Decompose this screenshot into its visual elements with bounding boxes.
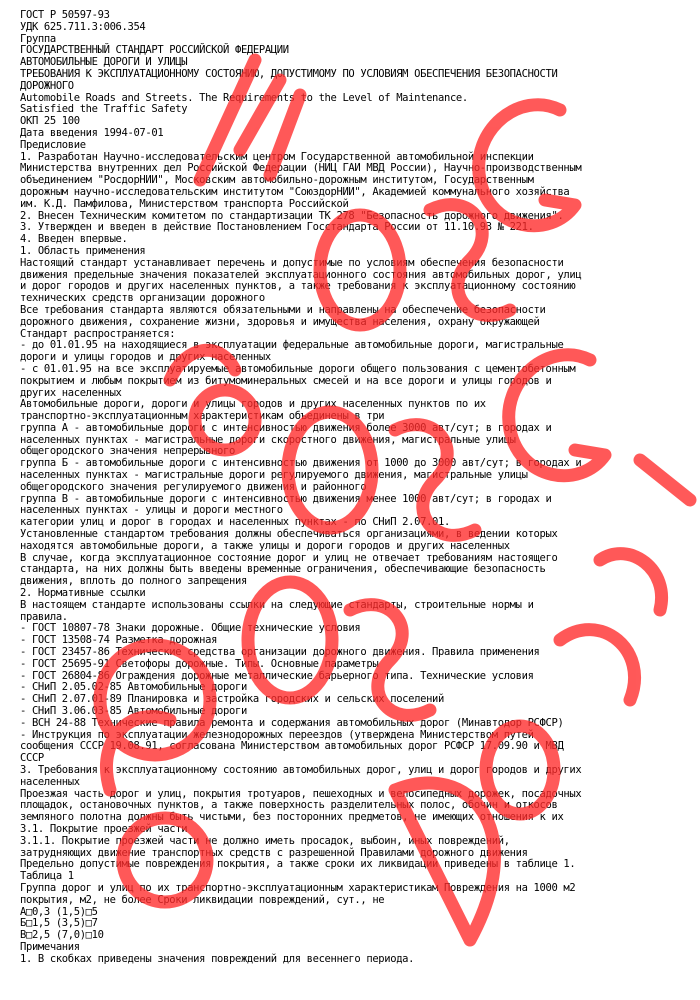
- document-line: Автомобильные дороги, дороги и улицы городов и других населенных пунктов по их: [20, 398, 486, 411]
- document-line: ТРЕБОВАНИЯ К ЭКСПЛУАТАЦИОННОМУ СОСТОЯНИЮ, ДОПУСТИМОМУ ПО УСЛОВИЯМ ОБЕСПЕЧЕНИЯ БЕЗОПАСНОСТИ: [20, 67, 558, 80]
- document-line: - до 01.01.95 на находящиеся в эксплуатации федеральные автомобильные дороги, магистральные: [20, 339, 564, 352]
- document-line: Настоящий стандарт устанавливает перечень и допустимые по условиям обеспечения безопасности: [20, 256, 564, 269]
- document-line: Б□1,5 (3,5)□7: [20, 917, 98, 930]
- document-line: Проезжая часть дорог и улиц, покрытия тротуаров, пешеходных и велосипедных дорожек, посадочных: [20, 787, 582, 800]
- document-line: 1. В скобках приведены значения повреждений для весеннего периода.: [20, 952, 415, 965]
- document-line: находятся автомобильные дороги, а также улицы и дороги городов и других населенных: [20, 539, 510, 552]
- document-line: 3. Утвержден и введен в действие Постановлением Госстандарта России от 11.10.93 № 221.: [20, 221, 534, 234]
- document-line: покрытием и любым покрытием из битумоминеральных смесей и на все дороги и улицы городов и: [20, 374, 552, 387]
- document-line: дороги и улицы городов и других населенных: [20, 351, 271, 364]
- document-line: Предельно допустимые повреждения покрытия, а также сроки их ликвидации приведены в таблице 1.: [20, 858, 576, 871]
- document-line: группа Б - автомобильные дороги с интенсивностью движения от 1000 до 3000 авт/сут; в городах и: [20, 457, 582, 470]
- document-line: движения предельные значения показателей эксплуатационного состояния автомобильных дорог, улиц: [20, 268, 582, 281]
- document-line: земляного полотна должны быть чистыми, без посторонних предметов, не имеющих отношения к их: [20, 811, 564, 824]
- document-line: Все требования стандарта являются обязательными и направлены на обеспечение безопасности: [20, 303, 546, 316]
- document-line: Стандарт распространяется:: [20, 327, 176, 340]
- document-line: стандарта, на них должны быть введены временные ограничения, обеспечивающие безопасность: [20, 563, 546, 576]
- document-line: В□2,5 (7,0)□10: [20, 929, 104, 942]
- document-line: СССР: [20, 752, 44, 765]
- document-line: 1. Область применения: [20, 244, 146, 257]
- document-line: - ГОСТ 25695-91 Светофоры дорожные. Типы. Основные параметры: [20, 657, 379, 670]
- document-line: Примечания: [20, 940, 80, 953]
- document-line: ГОСТ Р 50597-93: [20, 9, 110, 21]
- document-line: населенных пунктах - магистральные дороги регулируемого движения, магистральные улицы: [20, 469, 528, 482]
- document-line: других населенных: [20, 386, 122, 399]
- document-line: 2. Внесен Техническим комитетом по стандартизации ТК 278 "Безопасность дорожного движения".: [20, 209, 564, 222]
- document-line: - ГОСТ 26804-86 Ограждения дорожные металлические барьерного типа. Технические условия: [20, 669, 534, 682]
- document-line: - СНиП 3.06.03-85 Автомобильные дороги: [20, 705, 247, 718]
- document-line: 3.1. Покрытие проезжей части: [20, 822, 188, 835]
- document-line: и дорог городов и других населенных пунктов, а также требования к эксплуатационному состоянию: [20, 280, 576, 293]
- document-line: общегородского значения непрерывного: [20, 445, 235, 458]
- document-line: покрытия, м2, не более Сроки ликвидации повреждений, сут., не: [20, 893, 385, 906]
- document-line: 4. Введен впервые.: [20, 233, 128, 246]
- document-line: - ГОСТ 10807-78 Знаки дорожные. Общие технические условия: [20, 622, 361, 635]
- document-line: - с 01.01.95 на все эксплуатируемые автомобильные дороги общего пользования с цементобетонным: [20, 362, 576, 375]
- document-line: 1. Разработан Научно-исследовательским центром Государственной автомобильной инспекции: [20, 150, 534, 163]
- document-line: АВТОМОБИЛЬНЫЕ ДОРОГИ И УЛИЦЫ: [20, 56, 188, 69]
- document-line: населенных пунктах - улицы и дороги местного: [20, 504, 283, 517]
- document-line: Предисловие: [20, 138, 86, 151]
- document-text: [20, 10, 692, 966]
- document-line: общегородского значения регулируемого движения и районного: [20, 480, 367, 493]
- document-line: Группа дорог и улиц по их транспортно-эксплуатационным характеристикам Повреждения на 1000 м2: [20, 881, 576, 894]
- document-line: транспортно-эксплуатационным характеристикам объединены в три: [20, 410, 385, 423]
- document-line: ОКП 25 100: [20, 115, 80, 128]
- document-line: технических средств организации дорожного: [20, 292, 265, 305]
- document-line: - СНиП 2.07.01-89 Планировка и застройка городских и сельских поселений: [20, 693, 444, 706]
- document-line: площадок, остановочных пунктов, а также поверхность разделительных полос, обочин и откосов: [20, 799, 558, 812]
- document-line: дорожным научно-исследовательским институтом "СоюздорНИИ", Академией коммунального хозяйства: [20, 185, 570, 198]
- document-line: В настоящем стандарте использованы ссылки на следующие стандарты, строительные нормы и: [20, 598, 534, 611]
- document-line: Министерства внутренних дел Российской Федерации (НИЦ ГАИ МВД России), Научно-производственным: [20, 162, 582, 175]
- document-line: В случае, когда эксплуатационное состояние дорог и улиц не отвечает требованиям настоящего: [20, 551, 558, 564]
- document-line: 2. Нормативные ссылки: [20, 587, 146, 600]
- document-line: категории улиц и дорог в городах и населенных пунктах - по СНиП 2.07.01.: [20, 516, 450, 529]
- document-line: 3.1.1. Покрытие проезжей части не должно иметь просадок, выбоин, иных повреждений,: [20, 834, 510, 847]
- document-line: - ВСН 24-88 Технические правила ремонта и содержания автомобильных дорог (Минавтодор РСФСР): [20, 716, 564, 729]
- document-line: - СНиП 2.05.02-85 Автомобильные дороги: [20, 681, 247, 694]
- document-line: А□0,3 (1,5)□5: [20, 905, 98, 918]
- document-line: 3. Требования к эксплуатационному состоянию автомобильных дорог, улиц и дорог городов и других: [20, 764, 582, 776]
- document-line: ГОСУДАРСТВЕННЫЙ СТАНДАРТ РОССИЙСКОЙ ФЕДЕРАЦИИ: [20, 44, 289, 57]
- document-line: ДОРОЖНОГО: [20, 79, 74, 92]
- document-line: Группа: [20, 32, 56, 45]
- document-line: Установленные стандартом требования должны обеспечиваться организациями, в ведении которых: [20, 528, 558, 541]
- document-line: Таблица 1: [20, 870, 74, 883]
- document-line: - Инструкция по эксплуатации железнодорожных переездов (утверждена Министерством путей: [20, 728, 534, 741]
- document-line: группа А - автомобильные дороги с интенсивностью движения более 3000 авт/сут; в городах и: [20, 421, 552, 434]
- document-line: Satisfied the Traffic Safety: [20, 103, 188, 116]
- document-line: объединением "РосдорНИИ", Московским автомобильно-дорожным институтом, Государственным: [20, 174, 534, 187]
- document-line: дорожного движения, сохранение жизни, здоровья и имущества населения, охрану окружающей: [20, 315, 540, 328]
- document-line: сообщения СССР 19.08.91, согласована Министерством автомобильных дорог РСФСР 17.09.90 и МВД: [20, 740, 564, 753]
- document-line: группа В - автомобильные дороги с интенсивностью движения менее 1000 авт/сут; в городах и: [20, 492, 552, 505]
- document-line: населенных: [20, 775, 80, 788]
- document-line: населенных пунктах - магистральные дороги скоростного движения, магистральные улицы: [20, 433, 516, 446]
- document-line: - ГОСТ 23457-86 Технические средства организации дорожного движения. Правила применения: [20, 646, 540, 659]
- document-line: Дата введения 1994-07-01: [20, 126, 164, 139]
- document-line: движения, вплоть до полного запрещения: [20, 575, 247, 588]
- document-line: им. К.Д. Памфилова, Министерством транспорта Российской: [20, 197, 349, 210]
- document-line: затрудняющих движение транспортных средств с разрешенной Правилами дорожного движения: [20, 846, 528, 859]
- document-line: УДК 625.711.3:006.354: [20, 20, 146, 33]
- document-line: правила.: [20, 610, 68, 623]
- document-line: - ГОСТ 13508-74 Разметка дорожная: [20, 634, 218, 647]
- document-line: Automobile Roads and Streets. The Requirements to the Level of Maintenance.: [20, 91, 468, 104]
